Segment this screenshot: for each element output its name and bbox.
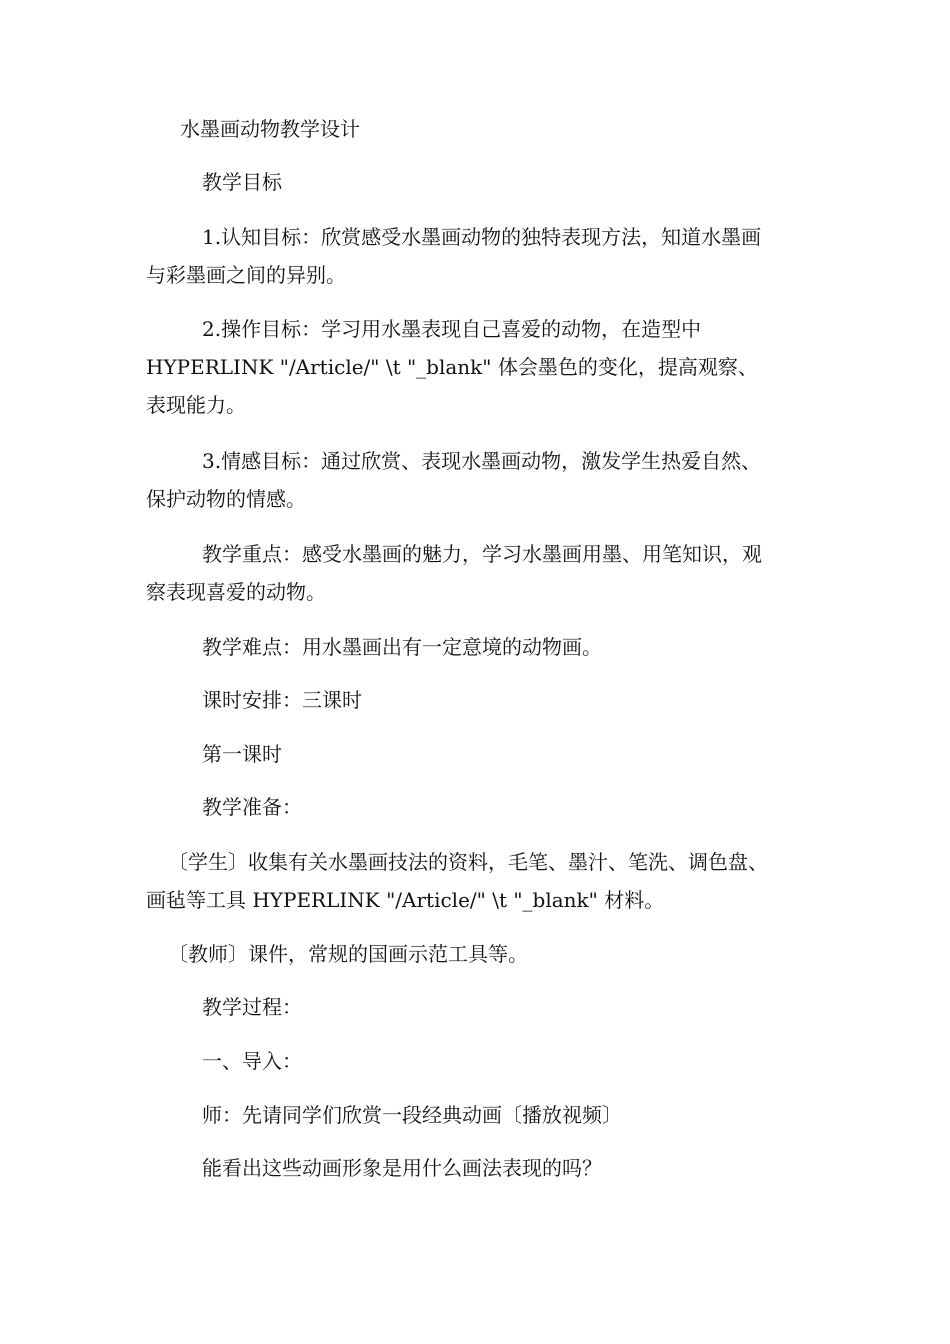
key-points: [146, 535, 816, 611]
objective-2-line-3: 表现能力。: [146, 393, 246, 417]
question: [146, 1149, 816, 1187]
objective-3-line-2: 保护动物的情感。: [146, 487, 306, 511]
key-points-line-1: 教学重点：感受水墨画的魅力，学习水墨画用墨、用笔知识，观: [202, 542, 762, 566]
objective-1-line-1: 1.认知目标：欣赏感受水墨画动物的独特表现方法，知道水墨画: [202, 225, 762, 249]
objective-1-line-2: 与彩墨画之间的异别。: [146, 263, 346, 287]
difficulty-text: 教学难点：用水墨画出有一定意境的动物画。: [202, 635, 602, 659]
objective-2-line-1: 2.操作目标：学习用水墨表现自己喜爱的动物，在造型中: [202, 317, 702, 341]
objective-2-line-2: HYPERLINK "/Article/" \t "_blank" 体会墨色的变化，提高观察、: [146, 355, 758, 379]
difficulty: [146, 628, 816, 666]
objective-2: [146, 310, 816, 424]
objective-3: [146, 442, 816, 518]
student-preparation-line-1: 〔学生〕收集有关水墨画技法的资料，毛笔、墨汁、笔洗、调色盘、: [168, 850, 768, 874]
objective-1: [146, 218, 816, 294]
schedule-text: 课时安排：三课时: [202, 688, 362, 712]
preparation-heading-text: 教学准备：: [202, 795, 302, 819]
intro-heading: [146, 1042, 816, 1080]
lesson-1-heading: [146, 735, 816, 773]
intro-heading-text: 一、导入：: [202, 1049, 302, 1073]
teacher-preparation: [146, 935, 816, 973]
student-preparation: [146, 843, 836, 919]
process-heading-text: 教学过程：: [202, 995, 302, 1019]
objectives-heading-text: 教学目标: [202, 170, 282, 194]
objective-3-line-1: 3.情感目标：通过欣赏、表现水墨画动物，激发学生热爱自然、: [202, 449, 762, 473]
schedule: [146, 681, 816, 719]
teacher-line: [146, 1096, 816, 1134]
document-title: [146, 110, 816, 148]
teacher-preparation-text: 〔教师〕课件，常规的国画示范工具等。: [168, 942, 528, 966]
process-heading: [146, 988, 816, 1026]
lesson-1-heading-text: 第一课时: [202, 742, 282, 766]
student-preparation-line-2: 画毡等工具 HYPERLINK "/Article/" \t "_blank" 材料。: [146, 888, 665, 912]
document-title-text: 水墨画动物教学设计: [180, 117, 360, 141]
objectives-heading: [146, 163, 816, 201]
preparation-heading: [146, 788, 816, 826]
teacher-line-text: 师：先请同学们欣赏一段经典动画〔播放视频〕: [202, 1103, 622, 1127]
question-text: 能看出这些动画形象是用什么画法表现的吗？: [202, 1156, 602, 1180]
key-points-line-2: 察表现喜爱的动物。: [146, 580, 326, 604]
